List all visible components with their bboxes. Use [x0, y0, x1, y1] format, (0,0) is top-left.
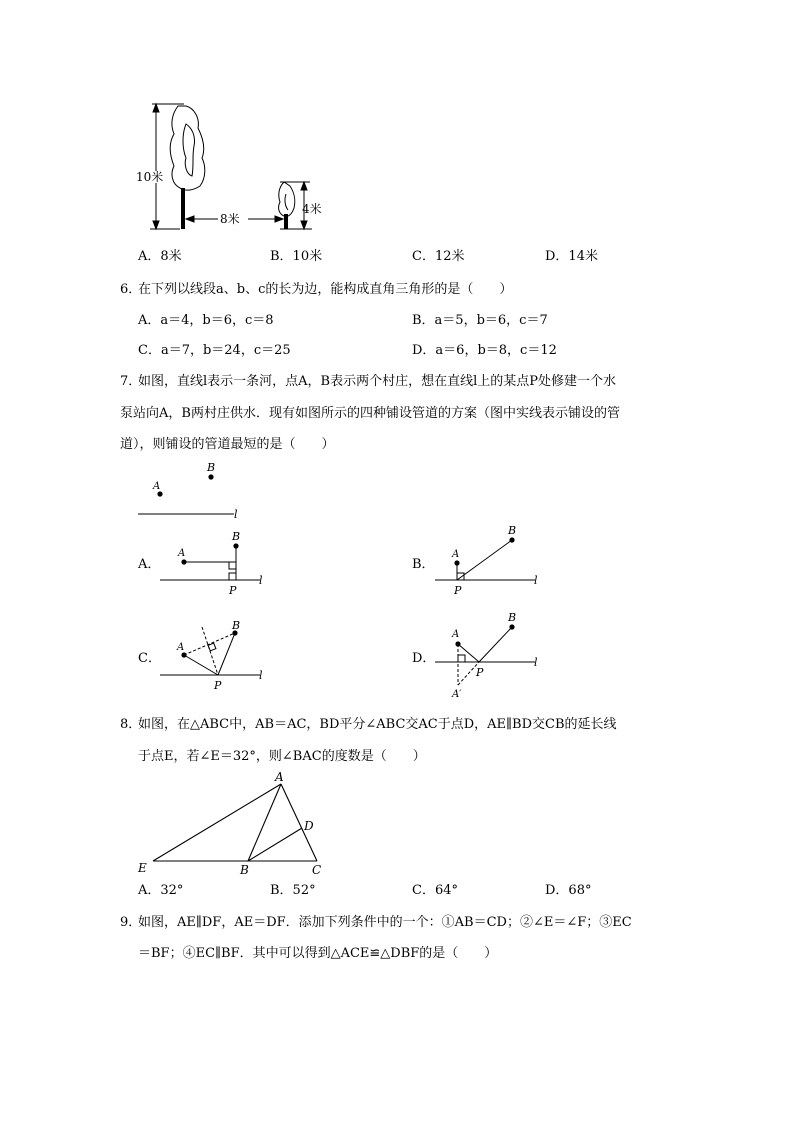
- q5-option-b: B．10米: [270, 249, 323, 264]
- q8-label-e: E: [138, 861, 147, 875]
- svg-text:A: A: [177, 642, 185, 653]
- q6-option-d: D．a＝6，b＝8，c＝12: [412, 343, 557, 358]
- svg-text:B: B: [508, 611, 517, 624]
- q8-number: 8．: [120, 717, 142, 732]
- q8-stem-line1: 如图，在△ABC中，AB＝AC，BD平分∠ABC交AC于点D，AE∥BD交CB的延长线: [138, 717, 617, 732]
- q8-option-a: A．32°: [138, 883, 184, 898]
- q9-stem-line1: 如图，AE∥DF，AE＝DF．添加下列条件中的一个：①AB＝CD；②∠E＝∠F；③EC: [138, 915, 632, 930]
- svg-text:P: P: [476, 666, 484, 679]
- q7-number: 7．: [120, 374, 142, 389]
- q6-number: 6．: [120, 282, 142, 297]
- q5-option-a: A．8米: [138, 249, 182, 264]
- label-b: B: [207, 461, 216, 474]
- q8-label-d: D: [304, 819, 314, 833]
- q8-label-a: A: [275, 770, 284, 784]
- svg-text:P: P: [229, 584, 237, 597]
- height-label-big: 10米: [136, 170, 164, 184]
- q7-option-d-figure: [430, 605, 550, 705]
- svg-text:B: B: [508, 524, 517, 537]
- q7-option-a-figure: [155, 525, 275, 600]
- q6-option-b: B．a＝5，b＝6，c＝7: [412, 313, 548, 328]
- q8-label-c: C: [312, 863, 322, 877]
- q7-base-figure: [130, 458, 260, 524]
- svg-text:l: l: [534, 574, 538, 587]
- svg-text:P: P: [214, 679, 222, 692]
- q7-option-c-figure: [155, 615, 275, 695]
- distance-label: 8米: [220, 212, 240, 226]
- svg-text:A′: A′: [452, 689, 462, 700]
- svg-text:A: A: [452, 549, 460, 560]
- q6-stem: 在下列以线段a、b、c的长为边，能构成直角三角形的是（ ）: [138, 282, 513, 297]
- q7-option-a-letter: A．: [138, 557, 161, 572]
- svg-text:P: P: [454, 584, 462, 597]
- q7-stem-line1: 如图，直线l表示一条河，点A，B表示两个村庄，想在直线l上的某点P处修建一个水: [138, 374, 617, 389]
- q7-stem-line3: 道），则铺设的管道最短的是（ ）: [120, 437, 335, 452]
- svg-text:B: B: [232, 619, 241, 632]
- q8-option-c: C．64°: [412, 883, 458, 898]
- q6-option-c: C．a＝7，b＝24，c＝25: [138, 343, 291, 358]
- svg-text:l: l: [259, 574, 263, 587]
- svg-text:A: A: [452, 629, 460, 640]
- q7-option-c-letter: C．: [138, 651, 161, 666]
- svg-text:A: A: [178, 548, 186, 559]
- q5-option-c: C．12米: [412, 249, 465, 264]
- q7-stem-line2: 泵站向A，B两村庄供水．现有如图所示的四种铺设管道的方案（图中实线表示铺设的管: [120, 406, 620, 421]
- q9-stem-line2: ＝BF；④EC∥BF．其中可以得到△ACE≌△DBF的是（ ）: [138, 946, 498, 961]
- q8-label-b: B: [240, 863, 249, 877]
- q7-option-d-letter: D．: [412, 651, 436, 666]
- q8-triangle-figure: [135, 768, 335, 880]
- svg-text:B: B: [232, 530, 241, 543]
- q7-option-b-figure: [430, 520, 550, 600]
- q5-option-d: D．14米: [545, 249, 598, 264]
- label-l: l: [234, 508, 238, 521]
- svg-text:l: l: [259, 669, 263, 682]
- q8-option-d: D．68°: [545, 883, 592, 898]
- svg-text:l: l: [534, 656, 538, 669]
- q7-option-b-letter: B．: [412, 557, 435, 572]
- q8-option-b: B．52°: [270, 883, 316, 898]
- label-a: A: [153, 481, 161, 492]
- q6-option-a: A．a＝4，b＝6，c＝8: [138, 313, 274, 328]
- height-label-small: 4米: [302, 202, 322, 216]
- q9-number: 9．: [120, 915, 142, 930]
- q8-stem-line2: 于点E，若∠E＝32°，则∠BAC的度数是（ ）: [138, 749, 426, 764]
